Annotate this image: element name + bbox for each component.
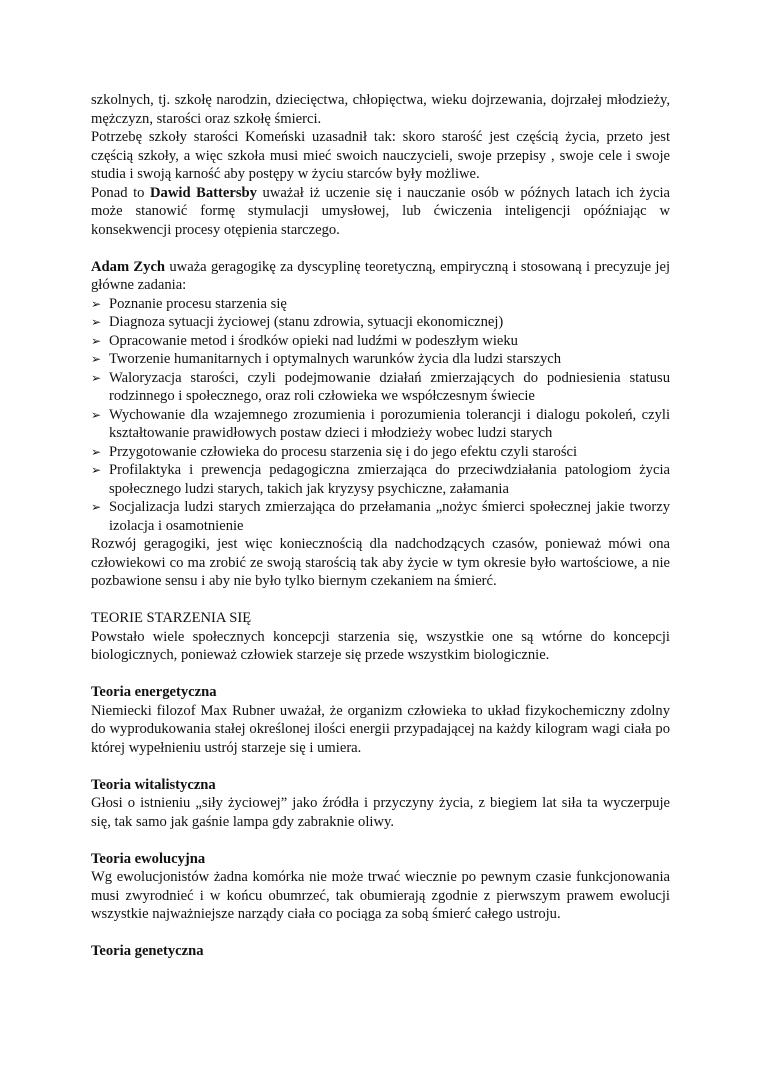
- list-item-text: Tworzenie humanitarnych i optymalnych warunków życia dla ludzi starszych: [109, 351, 562, 367]
- arrowhead-icon: ➢: [91, 333, 102, 348]
- list-item-text: Waloryzacja starości, czyli podejmowanie działań zmierzających do podniesienia statusu rodzinnego i społecznego, oraz roli człowieka we współczesnym świecie: [109, 369, 670, 404]
- spacer: [91, 757, 670, 776]
- list-item-text: Wychowanie dla wzajemnego zrozumienia i porozumienia tolerancji i dialogu pokoleń, czyli kształtowanie prawidłowych postaw dzieci i młodzieży wobec ludzi starych: [109, 406, 670, 441]
- list-item: [91, 443, 670, 462]
- theory-energetic-text: Niemiecki filozof Max Rubner uważał, że organizm człowieka to układ fizykochemiczny zdolny do wyprodukowania stałej określonej ilości energii przypadającej na każdy kilogram wagi ciała po której wypełnieniu ustrój starzeje się i umiera.: [91, 702, 670, 756]
- spacer: [91, 665, 670, 684]
- list-item-text: Diagnoza sytuacji życiowej (stanu zdrowia, sytuacji ekonomicznej): [109, 314, 504, 330]
- document-body: [91, 91, 670, 961]
- conclusion-paragraph: Rozwój geragogiki, jest więc koniecznością dla nadchodzących czasów, ponieważ mówi ona człowiekowi co ma zrobić ze swoją starością tak aby życie w tym okresie było wartościowe, a nie pozbawione sensu i aby nie było tylko biernym czekaniem na śmierć.: [91, 536, 670, 589]
- list-item-text: Przygotowanie człowieka do procesu starzenia się i do jego efektu czyli starości: [109, 443, 578, 460]
- arrowhead-icon: ➢: [91, 463, 102, 477]
- arrowhead-icon: ➢: [91, 444, 102, 459]
- spacer: [91, 591, 670, 610]
- theory-genetic-title: Teoria genetyczna: [91, 943, 204, 959]
- theory-evolutionary-title: Teoria ewolucyjna: [91, 850, 206, 867]
- section-title: TEORIE STARZENIA SIĘ: [91, 610, 252, 626]
- list-item: [91, 461, 670, 498]
- theory-evolutionary-text: Wg ewolucjonistów żadna komórka nie może trwać wiecznie po pewnym czasie funkcjonowania musi zwyrodnieć i w końcu obumrzeć, tak obumierają zgodnie z pierwszym prawem ewolucji wszystkie najważniejsze narządy ciała co pociąga za sobą śmierć całego ustroju.: [91, 869, 670, 922]
- list-item-text: Poznanie procesu starzenia się: [109, 295, 287, 312]
- list-item-text: Opracowanie metod i środków opieki nad ludźmi w podeszłym wieku: [109, 332, 518, 349]
- section-intro: Powstało wiele społecznych koncepcji starzenia się, wszystkie one są wtórne do koncepcji biologicznych, ponieważ człowiek starzeje się przede wszystkim biologicznie.: [91, 628, 670, 663]
- spacer: [91, 831, 670, 850]
- theory-energetic-title: Teoria energetyczna: [91, 684, 217, 700]
- battersby-text: uważał iż uczenie się i nauczanie osób w późnych latach ich życia może stanowić formę stymulacji umysłowej, lub ćwiczenia inteligencji opóźniając w konsekwencji procesy otępienia starczego.: [91, 184, 670, 238]
- zych-paragraph: [91, 258, 670, 295]
- list-item: [91, 406, 670, 443]
- list-item: [91, 295, 670, 314]
- list-item: [91, 369, 670, 406]
- list-item-text: Socjalizacja ludzi starych zmierzająca do przełamania „nożyc śmierci społecznej jakie tworzy izolacja i osamotnienie: [109, 499, 670, 534]
- theory-vitalistic-text: Głosi o istnieniu „siły życiowej” jako źródła i przyczyny życia, z biegiem lat siła ta wyczerpuje się, tak samo jak gaśnie lampa gdy zabraknie oliwy.: [91, 795, 670, 830]
- comenius-paragraph: Potrzebę szkoły starości Komeński uzasadnił tak: skoro starość jest częścią życia, przeto jest częścią szkoły, a więc szkoła musi mieć swoich nauczycieli, swoje przepisy , swoje cele i swoje studia i swoją karność aby postępy w życiu starców były możliwe.: [91, 129, 670, 182]
- arrowhead-icon: ➢: [91, 296, 102, 311]
- arrowhead-icon: ➢: [91, 407, 102, 422]
- list-item: [91, 313, 670, 332]
- spacer: [91, 924, 670, 943]
- arrowhead-icon: ➢: [91, 315, 102, 329]
- theory-vitalistic-title: Teoria witalistyczna: [91, 776, 216, 793]
- battersby-lead: Ponad to: [91, 184, 151, 201]
- arrowhead-icon: ➢: [91, 352, 102, 366]
- spacer: [91, 239, 670, 258]
- list-item-text: Profilaktyka i prewencja pedagogiczna zmierzająca do przeciwdziałania patologiom życia społecznego ludzi starych, takich jak kryzysy psychiczne, załamania: [109, 462, 670, 497]
- list-item: [91, 350, 670, 369]
- tasks-list: [91, 295, 670, 536]
- intro-paragraph: szkolnych, tj. szkołę narodzin, dziecięctwa, chłopięctwa, wieku dojrzewania, dojrzałej młodzieży, mężczyzn, starości oraz szkołę śmierci.: [91, 92, 670, 127]
- arrowhead-icon: ➢: [91, 370, 102, 385]
- list-item: [91, 498, 670, 535]
- zych-name: Adam Zych: [91, 258, 166, 275]
- list-item: [91, 332, 670, 351]
- battersby-paragraph: [91, 184, 670, 240]
- battersby-name: Dawid Battersby: [150, 184, 257, 201]
- zych-text: uważa geragogikę za dyscyplinę teoretyczną, empiryczną i stosowaną i precyzuje jej główne zadania:: [91, 258, 670, 293]
- arrowhead-icon: ➢: [91, 500, 102, 514]
